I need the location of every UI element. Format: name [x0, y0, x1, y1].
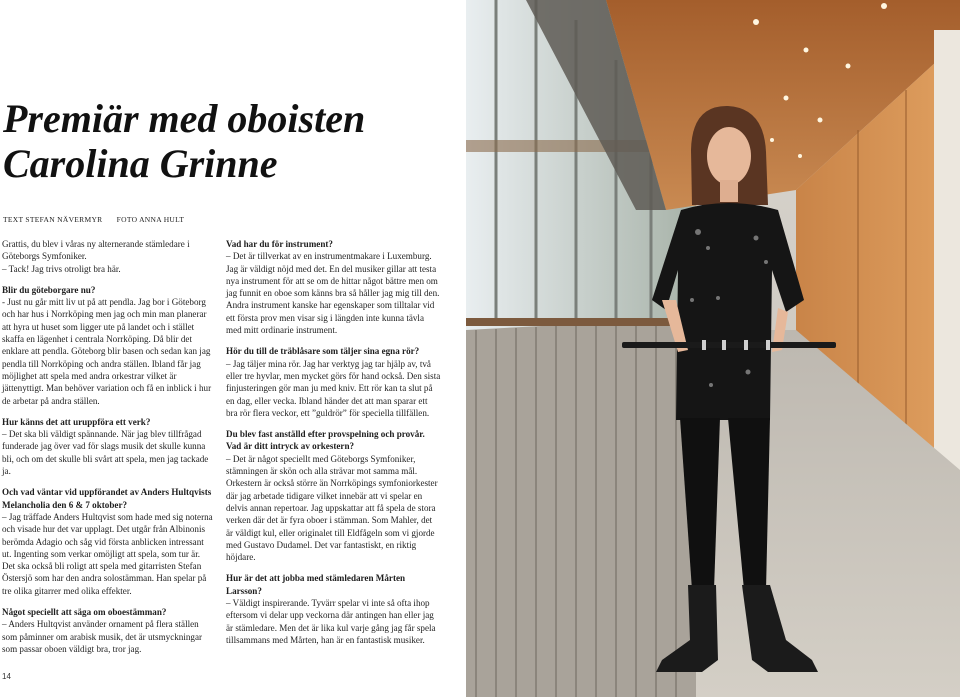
- interview-question: Något speciellt att säga om oboestämman?: [2, 607, 167, 618]
- title-line-2: Carolina Grinne: [3, 141, 278, 186]
- paragraph: – Väldigt inspirerande. Tyvärr spelar vi inte så ofta ihop eftersom vi delar upp veckorna där antingen han eller jag är stämledare. Men det är lika kul varje gång jag får spela tillsammans med Mårten, han är en fantastisk musiker.: [226, 598, 436, 645]
- photo-credit: FOTO ANNA HULT: [116, 215, 185, 224]
- interview-question: Vad har du för instrument?: [226, 239, 333, 249]
- article-column-2: [226, 238, 441, 646]
- railing: [466, 318, 696, 697]
- paragraph: – Det är tillverkat av en instrumentmakare i Luxemburg. Jag är väldigt nöjd med det. En del musiker gillar att testa nya instrument för att se om de hittar något bättre men om jag funnit en oboe som känns bra så håller jag mig till den. Andra instrument kanske har egenskaper som tilltalar vid ett första prov men visar sig i längden inte kunna tävla med mitt ordinarie instrument.: [226, 251, 440, 336]
- byline: [3, 215, 196, 224]
- paragraph: – Det är något speciellt med Göteborgs Symfoniker, stämningen är skön och alla strävar mot samma mål. Orkestern är också större än Norrköpings symfoniorkester där jag arbetade tidigare vilket innebär att vi spelar en delvis annan repertoar. Jag uppskattar att få spela de stora verken där det är fyra oboer i stämman. Som Mahler, det är väldigt kul, eller originalet till Eldfågeln som vi gjorde med Gustavo Dudamel. Det var fantastiskt, en riktig höjdare.: [226, 453, 438, 563]
- interview-question: Hur är det att jobba med stämledaren Mårten Larsson?: [226, 573, 406, 596]
- title-line-1: Premiär med oboisten: [3, 96, 366, 141]
- text-credit: TEXT STEFAN NÄVERMYR: [3, 215, 103, 224]
- page-number: 14: [2, 672, 11, 681]
- interview-question: Hur känns det att uruppföra ett verk?: [2, 416, 151, 427]
- railing-top: [466, 318, 698, 326]
- portrait-photo: [466, 0, 960, 697]
- article-title: [3, 96, 463, 186]
- oboe: [622, 342, 836, 348]
- paragraph: – Jag täljer mina rör. Jag har verktyg jag tar hjälp av, två eller tre hyvlar, men mycket görs för hand också. Den sista finjusteringen gör man ju med kniv. Ett rör kan ta slut på en dag, eller vecka. Ibland händer det att man sparar ett bra rör flera veckor, ett ”guldrör” för speciella tillfällen.: [226, 358, 441, 418]
- paragraph: – Jag träffade Anders Hultqvist som hade med sig noterna och visade hur det var upplagt. Det utgår från Albinonis berömda Adagio och såg vid första anblicken intressant ut. Ingenting som verkar omöjligt att spela, som tur är. Det ska också bli roligt att spela med gitarristen Stefan Östersjö som har den andra solostämman. Han spelar på tre olika gitarrer med olika effekter.: [2, 511, 213, 596]
- interview-question: Hör du till de träblåsare som täljer sina egna rör?: [226, 346, 420, 357]
- paragraph: – Det ska bli väldigt spännande. När jag blev tillfrågad funderade jag över vad för slags musik det skulle kunna bli, och om det skulle bli svårt att spela, men jag tackade ja.: [2, 429, 209, 477]
- interview-question: Och vad väntar vid uppförandet av Anders Hultqvists Melancholia den 6 & 7 oktober?: [2, 487, 212, 510]
- interview-question: Du blev fast anställd efter provspelning och provår. Vad är ditt intryck av orkestern?: [226, 429, 425, 452]
- interview-question: Blir du göteborgare nu?: [2, 284, 96, 295]
- article-column-1: [2, 238, 215, 655]
- paragraph: - Just nu går mitt liv ut på att pendla. Jag bor i Göteborg och har hus i Norrköping men jag och min man planerar att hyra ut huset som ligger ute på landet och i stället skaffa en lägenhet i centrala Norrköping. Då blir det enklare att pendla. Göteborg blir basen och sedan kan jag pendla till Norrköping och andra ställen. Ibland får jag möjlighet att spela med andra orkestrar vilket är jättenyttigt. Man behöver variation och få en inblick i hur de arbetar på andra ställen.: [2, 297, 212, 406]
- paragraph: – Anders Hultqvist använder ornament på flera ställen som påminner om arabisk musik, det är utsmyckningar som passar oboen väldigt bra, tror jag.: [2, 619, 203, 654]
- paragraph: Grattis, du blev i våras ny alternerande stämledare i Göteborgs Symfoniker.: [2, 239, 190, 262]
- white-column: [934, 30, 960, 490]
- photo-illustration: [466, 0, 960, 697]
- paragraph: – Tack! Jag trivs otroligt bra här.: [2, 263, 121, 274]
